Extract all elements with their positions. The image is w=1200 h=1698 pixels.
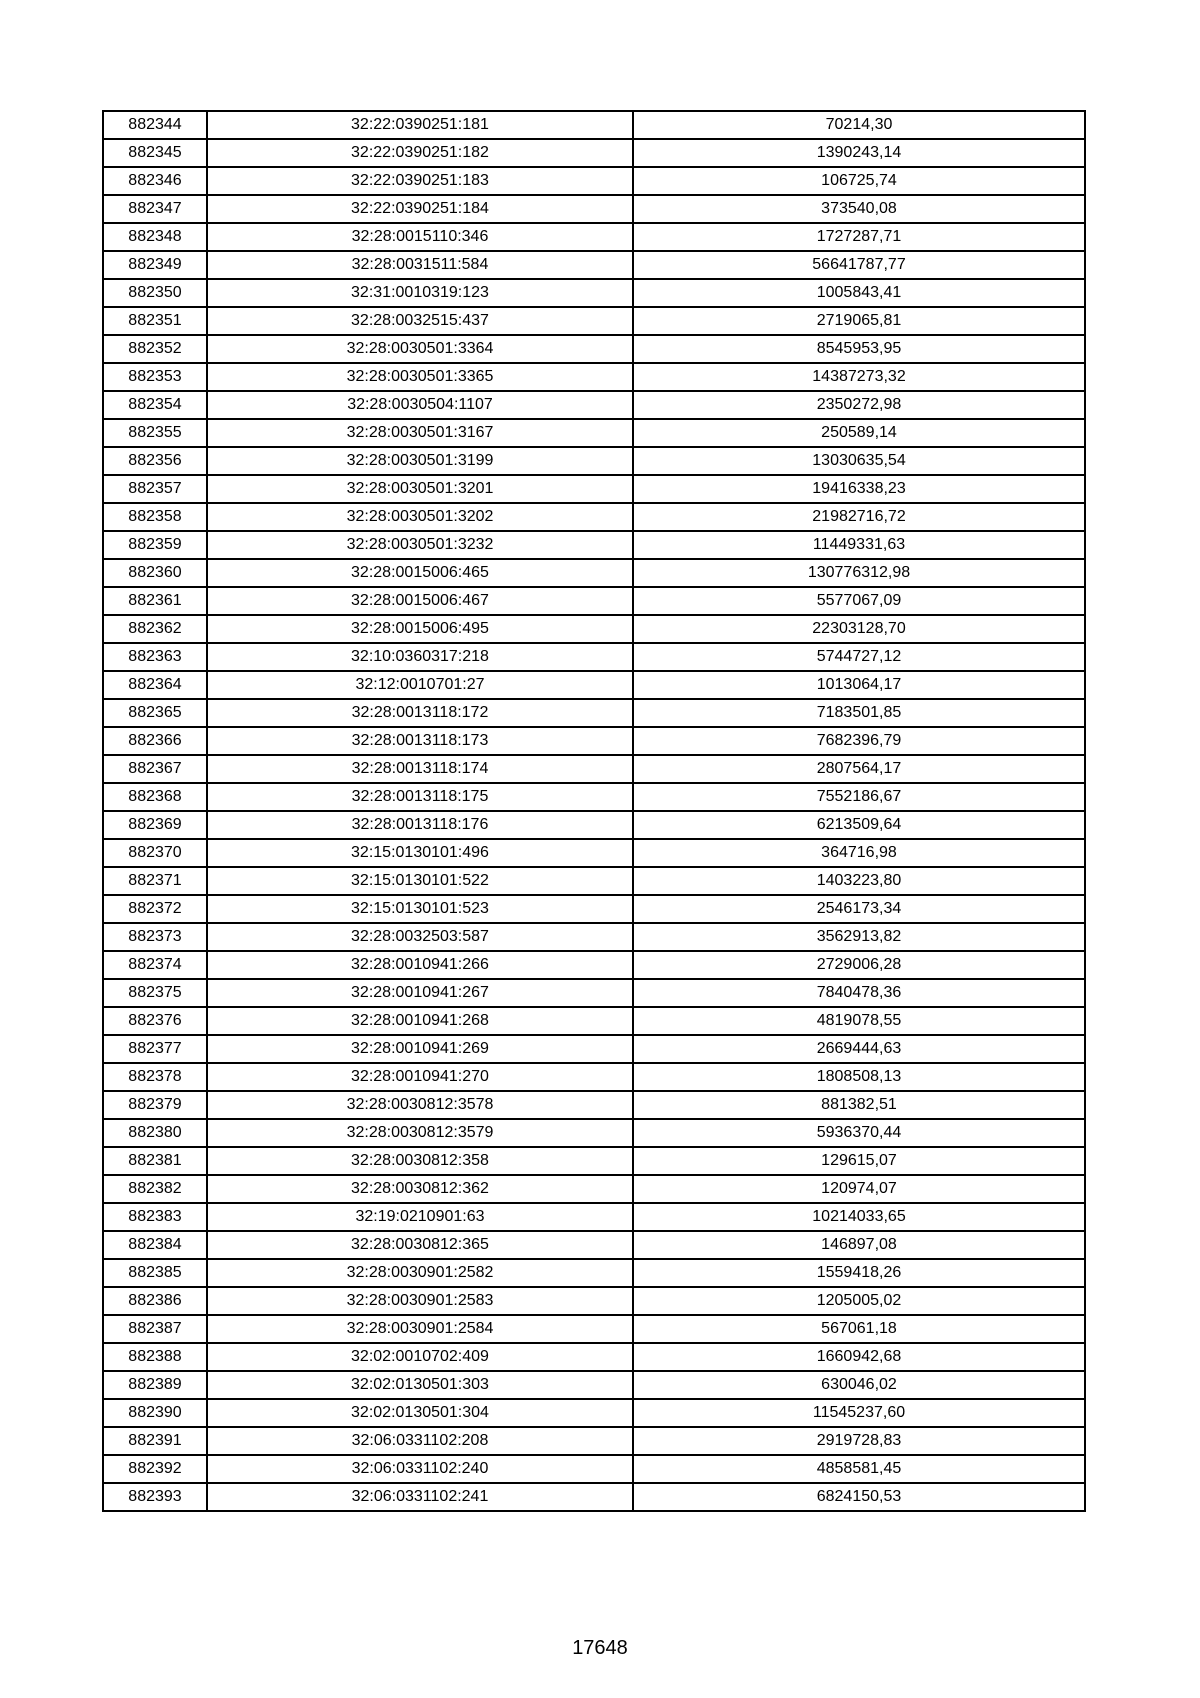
table-row <box>103 1035 1085 1063</box>
row-number-cell: 882377 <box>103 1035 207 1063</box>
value-cell: 2719065,81 <box>633 307 1085 335</box>
row-number-cell: 882361 <box>103 587 207 615</box>
value-cell: 19416338,23 <box>633 475 1085 503</box>
table-row <box>103 587 1085 615</box>
value-cell: 2546173,34 <box>633 895 1085 923</box>
cadastral-number-cell: 32:28:0015006:467 <box>207 587 633 615</box>
cadastral-number-cell: 32:22:0390251:181 <box>207 111 633 139</box>
cadastral-number-cell: 32:28:0030901:2583 <box>207 1287 633 1315</box>
table-row <box>103 251 1085 279</box>
value-cell: 5936370,44 <box>633 1119 1085 1147</box>
table-row <box>103 1427 1085 1455</box>
row-number-cell: 882346 <box>103 167 207 195</box>
value-cell: 4819078,55 <box>633 1007 1085 1035</box>
row-number-cell: 882359 <box>103 531 207 559</box>
row-number-cell: 882352 <box>103 335 207 363</box>
row-number-cell: 882386 <box>103 1287 207 1315</box>
value-cell: 11449331,63 <box>633 531 1085 559</box>
table-row <box>103 699 1085 727</box>
row-number-cell: 882393 <box>103 1483 207 1511</box>
table-row <box>103 727 1085 755</box>
cadastral-number-cell: 32:28:0032515:437 <box>207 307 633 335</box>
row-number-cell: 882348 <box>103 223 207 251</box>
cadastral-number-cell: 32:28:0030812:3579 <box>207 1119 633 1147</box>
table-body <box>103 111 1085 1511</box>
cadastral-number-cell: 32:22:0390251:182 <box>207 139 633 167</box>
value-cell: 2729006,28 <box>633 951 1085 979</box>
value-cell: 21982716,72 <box>633 503 1085 531</box>
table-row <box>103 363 1085 391</box>
value-cell: 130776312,98 <box>633 559 1085 587</box>
cadastral-number-cell: 32:22:0390251:184 <box>207 195 633 223</box>
row-number-cell: 882356 <box>103 447 207 475</box>
row-number-cell: 882378 <box>103 1063 207 1091</box>
value-cell: 6213509,64 <box>633 811 1085 839</box>
value-cell: 120974,07 <box>633 1175 1085 1203</box>
row-number-cell: 882383 <box>103 1203 207 1231</box>
cadastral-number-cell: 32:15:0130101:522 <box>207 867 633 895</box>
value-cell: 6824150,53 <box>633 1483 1085 1511</box>
cadastral-number-cell: 32:28:0030812:365 <box>207 1231 633 1259</box>
value-cell: 8545953,95 <box>633 335 1085 363</box>
cadastral-number-cell: 32:15:0130101:523 <box>207 895 633 923</box>
value-cell: 1660942,68 <box>633 1343 1085 1371</box>
value-cell: 567061,18 <box>633 1315 1085 1343</box>
value-cell: 129615,07 <box>633 1147 1085 1175</box>
row-number-cell: 882358 <box>103 503 207 531</box>
table-row <box>103 1315 1085 1343</box>
cadastral-number-cell: 32:28:0032503:587 <box>207 923 633 951</box>
table-row <box>103 391 1085 419</box>
cadastral-number-cell: 32:15:0130101:496 <box>207 839 633 867</box>
row-number-cell: 882344 <box>103 111 207 139</box>
row-number-cell: 882349 <box>103 251 207 279</box>
cadastral-number-cell: 32:28:0013118:175 <box>207 783 633 811</box>
table-row <box>103 1371 1085 1399</box>
cadastral-number-cell: 32:28:0013118:173 <box>207 727 633 755</box>
cadastral-number-cell: 32:28:0030812:3578 <box>207 1091 633 1119</box>
cadastral-number-cell: 32:28:0030812:362 <box>207 1175 633 1203</box>
cadastral-number-cell: 32:06:0331102:240 <box>207 1455 633 1483</box>
table-row <box>103 167 1085 195</box>
row-number-cell: 882363 <box>103 643 207 671</box>
value-cell: 7682396,79 <box>633 727 1085 755</box>
value-cell: 10214033,65 <box>633 1203 1085 1231</box>
table-row <box>103 1483 1085 1511</box>
table-row <box>103 671 1085 699</box>
cadastral-number-cell: 32:28:0015006:495 <box>207 615 633 643</box>
cadastral-number-cell: 32:31:0010319:123 <box>207 279 633 307</box>
table-row <box>103 1287 1085 1315</box>
value-cell: 1013064,17 <box>633 671 1085 699</box>
cadastral-number-cell: 32:28:0030501:3365 <box>207 363 633 391</box>
row-number-cell: 882355 <box>103 419 207 447</box>
row-number-cell: 882350 <box>103 279 207 307</box>
cadastral-number-cell: 32:28:0013118:176 <box>207 811 633 839</box>
table-row <box>103 447 1085 475</box>
row-number-cell: 882371 <box>103 867 207 895</box>
table-row <box>103 111 1085 139</box>
table-row <box>103 1259 1085 1287</box>
table-row <box>103 839 1085 867</box>
table-row <box>103 1007 1085 1035</box>
row-number-cell: 882368 <box>103 783 207 811</box>
table-row <box>103 503 1085 531</box>
table-row <box>103 1147 1085 1175</box>
row-number-cell: 882366 <box>103 727 207 755</box>
value-cell: 250589,14 <box>633 419 1085 447</box>
table-row <box>103 1063 1085 1091</box>
table-row <box>103 1119 1085 1147</box>
value-cell: 5744727,12 <box>633 643 1085 671</box>
row-number-cell: 882367 <box>103 755 207 783</box>
cadastral-number-cell: 32:06:0331102:241 <box>207 1483 633 1511</box>
cadastral-number-cell: 32:28:0031511:584 <box>207 251 633 279</box>
cadastral-number-cell: 32:19:0210901:63 <box>207 1203 633 1231</box>
table-row <box>103 923 1085 951</box>
value-cell: 1390243,14 <box>633 139 1085 167</box>
table-row <box>103 1399 1085 1427</box>
cadastral-number-cell: 32:28:0013118:174 <box>207 755 633 783</box>
row-number-cell: 882380 <box>103 1119 207 1147</box>
row-number-cell: 882354 <box>103 391 207 419</box>
row-number-cell: 882369 <box>103 811 207 839</box>
value-cell: 146897,08 <box>633 1231 1085 1259</box>
row-number-cell: 882388 <box>103 1343 207 1371</box>
cadastral-number-cell: 32:02:0010702:409 <box>207 1343 633 1371</box>
table-row <box>103 559 1085 587</box>
cadastral-number-cell: 32:28:0013118:172 <box>207 699 633 727</box>
value-cell: 1403223,80 <box>633 867 1085 895</box>
row-number-cell: 882391 <box>103 1427 207 1455</box>
value-cell: 2350272,98 <box>633 391 1085 419</box>
row-number-cell: 882364 <box>103 671 207 699</box>
value-cell: 5577067,09 <box>633 587 1085 615</box>
row-number-cell: 882365 <box>103 699 207 727</box>
cadastral-number-cell: 32:10:0360317:218 <box>207 643 633 671</box>
row-number-cell: 882372 <box>103 895 207 923</box>
cadastral-number-cell: 32:28:0030501:3199 <box>207 447 633 475</box>
row-number-cell: 882387 <box>103 1315 207 1343</box>
row-number-cell: 882353 <box>103 363 207 391</box>
value-cell: 1808508,13 <box>633 1063 1085 1091</box>
table-row <box>103 279 1085 307</box>
table-row <box>103 867 1085 895</box>
data-table <box>102 110 1086 1512</box>
value-cell: 4858581,45 <box>633 1455 1085 1483</box>
table-row <box>103 1175 1085 1203</box>
table-row <box>103 755 1085 783</box>
cadastral-number-cell: 32:28:0030812:358 <box>207 1147 633 1175</box>
value-cell: 1727287,71 <box>633 223 1085 251</box>
value-cell: 7840478,36 <box>633 979 1085 1007</box>
table-row <box>103 1231 1085 1259</box>
row-number-cell: 882347 <box>103 195 207 223</box>
value-cell: 106725,74 <box>633 167 1085 195</box>
table-row <box>103 531 1085 559</box>
table-row <box>103 419 1085 447</box>
cadastral-number-cell: 32:28:0030501:3364 <box>207 335 633 363</box>
cadastral-number-cell: 32:28:0010941:266 <box>207 951 633 979</box>
value-cell: 56641787,77 <box>633 251 1085 279</box>
table-row <box>103 1455 1085 1483</box>
cadastral-number-cell: 32:28:0030501:3167 <box>207 419 633 447</box>
row-number-cell: 882390 <box>103 1399 207 1427</box>
value-cell: 1205005,02 <box>633 1287 1085 1315</box>
table-row <box>103 615 1085 643</box>
cadastral-number-cell: 32:02:0130501:303 <box>207 1371 633 1399</box>
row-number-cell: 882351 <box>103 307 207 335</box>
cadastral-number-cell: 32:28:0030501:3201 <box>207 475 633 503</box>
table-row <box>103 1343 1085 1371</box>
row-number-cell: 882385 <box>103 1259 207 1287</box>
cadastral-number-cell: 32:28:0010941:269 <box>207 1035 633 1063</box>
cadastral-number-cell: 32:28:0030901:2582 <box>207 1259 633 1287</box>
value-cell: 2669444,63 <box>633 1035 1085 1063</box>
row-number-cell: 882379 <box>103 1091 207 1119</box>
page-number: 17648 <box>572 1637 628 1659</box>
value-cell: 14387273,32 <box>633 363 1085 391</box>
table-row <box>103 811 1085 839</box>
value-cell: 11545237,60 <box>633 1399 1085 1427</box>
table-row <box>103 307 1085 335</box>
row-number-cell: 882357 <box>103 475 207 503</box>
table-row <box>103 195 1085 223</box>
value-cell: 13030635,54 <box>633 447 1085 475</box>
cadastral-number-cell: 32:28:0010941:270 <box>207 1063 633 1091</box>
row-number-cell: 882389 <box>103 1371 207 1399</box>
value-cell: 3562913,82 <box>633 923 1085 951</box>
value-cell: 1005843,41 <box>633 279 1085 307</box>
value-cell: 1559418,26 <box>633 1259 1085 1287</box>
row-number-cell: 882392 <box>103 1455 207 1483</box>
table-row <box>103 783 1085 811</box>
cadastral-number-cell: 32:06:0331102:208 <box>207 1427 633 1455</box>
table-row <box>103 979 1085 1007</box>
cadastral-number-cell: 32:28:0015110:346 <box>207 223 633 251</box>
table-row <box>103 895 1085 923</box>
cadastral-number-cell: 32:02:0130501:304 <box>207 1399 633 1427</box>
table-row <box>103 223 1085 251</box>
value-cell: 2919728,83 <box>633 1427 1085 1455</box>
cadastral-number-cell: 32:28:0010941:267 <box>207 979 633 1007</box>
table-row <box>103 139 1085 167</box>
cadastral-number-cell: 32:28:0015006:465 <box>207 559 633 587</box>
table-row <box>103 335 1085 363</box>
table-row <box>103 475 1085 503</box>
row-number-cell: 882382 <box>103 1175 207 1203</box>
cadastral-number-cell: 32:28:0030501:3202 <box>207 503 633 531</box>
cadastral-number-cell: 32:22:0390251:183 <box>207 167 633 195</box>
row-number-cell: 882376 <box>103 1007 207 1035</box>
row-number-cell: 882345 <box>103 139 207 167</box>
value-cell: 70214,30 <box>633 111 1085 139</box>
row-number-cell: 882362 <box>103 615 207 643</box>
value-cell: 373540,08 <box>633 195 1085 223</box>
table-row <box>103 1203 1085 1231</box>
table-row <box>103 643 1085 671</box>
cadastral-number-cell: 32:12:0010701:27 <box>207 671 633 699</box>
row-number-cell: 882384 <box>103 1231 207 1259</box>
row-number-cell: 882381 <box>103 1147 207 1175</box>
value-cell: 7552186,67 <box>633 783 1085 811</box>
cadastral-number-cell: 32:28:0030901:2584 <box>207 1315 633 1343</box>
value-cell: 364716,98 <box>633 839 1085 867</box>
row-number-cell: 882360 <box>103 559 207 587</box>
cadastral-number-cell: 32:28:0030504:1107 <box>207 391 633 419</box>
table-row <box>103 951 1085 979</box>
value-cell: 22303128,70 <box>633 615 1085 643</box>
value-cell: 2807564,17 <box>633 755 1085 783</box>
row-number-cell: 882374 <box>103 951 207 979</box>
value-cell: 7183501,85 <box>633 699 1085 727</box>
row-number-cell: 882370 <box>103 839 207 867</box>
cadastral-number-cell: 32:28:0010941:268 <box>207 1007 633 1035</box>
row-number-cell: 882375 <box>103 979 207 1007</box>
value-cell: 881382,51 <box>633 1091 1085 1119</box>
row-number-cell: 882373 <box>103 923 207 951</box>
value-cell: 630046,02 <box>633 1371 1085 1399</box>
table-row <box>103 1091 1085 1119</box>
cadastral-number-cell: 32:28:0030501:3232 <box>207 531 633 559</box>
